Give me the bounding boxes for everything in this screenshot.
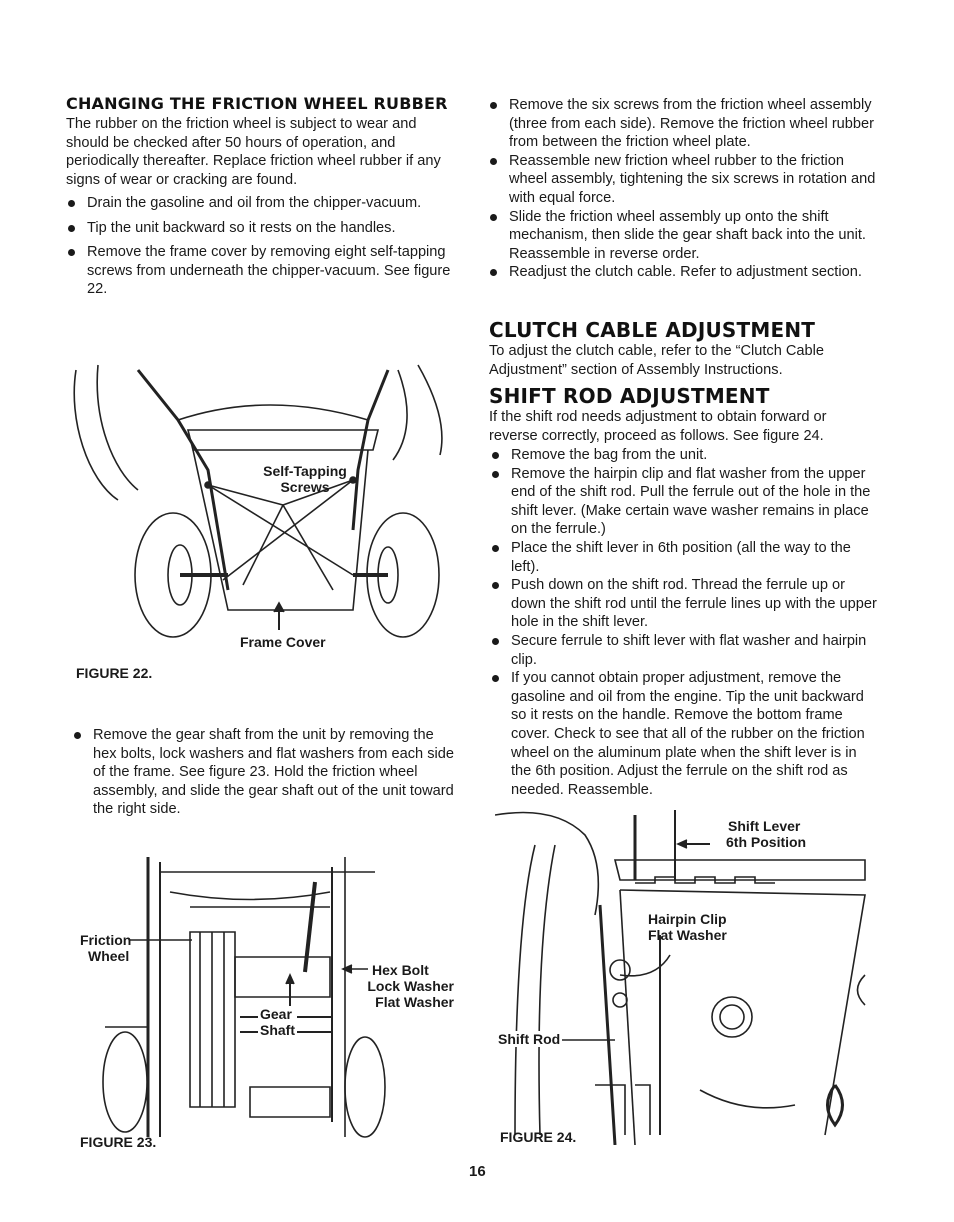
friction-wheel-intro: The rubber on the friction wheel is subject to wear and should be checked after 50 hours of operation, and periodically thereafter. Replace friction wheel rubber if any signs of wear or cracking are found. <box>66 116 441 188</box>
friction-label: Friction <box>80 932 132 948</box>
wheel-label: Wheel <box>88 948 130 964</box>
gear-label: Gear <box>260 1006 292 1022</box>
list-item: Place the shift lever in 6th position (all the way to the left). <box>490 539 880 576</box>
list-item: Tip the unit backward so it rests on the handles. <box>66 219 456 238</box>
figure-24-drawing <box>495 805 875 1145</box>
list-item: Remove the hairpin clip and flat washer from the upper end of the shift rod. Pull the ferrule out of the hole in the shift lever. (Make certain wave washer remains in place on the ferrule.) <box>490 465 880 539</box>
figure-23-drawing <box>100 852 400 1142</box>
page-number: 16 <box>469 1163 486 1180</box>
self-tapping-label: Self-Tapping <box>263 463 347 479</box>
figure-22-drawing <box>68 360 458 650</box>
list-item: Remove the bag from the unit. <box>490 446 880 465</box>
list-item: Push down on the shift rod. Thread the ferrule up or down the shift rod until the ferrule lines up with the upper hole in the shift lever. <box>490 576 880 632</box>
list-item: Reassemble new friction wheel rubber to the friction wheel assembly, tightening the six screws in rotation and with equal force. <box>488 152 878 208</box>
list-item: Remove the six screws from the friction wheel assembly (three from each side). Remove the friction wheel rubber from between the friction wheel plate. <box>488 96 878 152</box>
list-item: Remove the gear shaft from the unit by removing the hex bolts, lock washers and flat washers from each side of the frame. See figure 23. Hold the friction wheel assembly, and slide the gear shaft out of the unit toward the right side. <box>72 726 460 819</box>
clutch-cable-text: To adjust the clutch cable, refer to the “Clutch Cable Adjustment” section of Assembly Instructions. <box>489 343 825 378</box>
friction-wheel-label <box>80 932 131 964</box>
flat-washer-text: Flat Washer <box>648 927 727 943</box>
list-item: Slide the friction wheel assembly up onto the shift mechanism, then slide the gear shaft back into the unit. Reassemble in reverse order. <box>488 208 878 264</box>
flat-washer-label: Flat Washer <box>375 994 454 1010</box>
shift-rod-label: Shift Rod <box>498 1031 561 1047</box>
shift-rod-steps <box>490 446 880 799</box>
lock-washer-label: Lock Washer <box>367 978 454 994</box>
hairpin-text: Hairpin Clip <box>648 911 727 927</box>
hex-bolt-label: Hex Bolt <box>372 962 429 978</box>
list-item: Drain the gasoline and oil from the chipper-vacuum. <box>66 194 456 213</box>
friction-wheel-steps <box>66 194 456 299</box>
shift-rod-intro: If the shift rod needs adjustment to obtain forward or reverse correctly, proceed as follows. See figure 24. <box>489 409 827 444</box>
list-item: Remove the frame cover by removing eight self-tapping screws from underneath the chipper-vacuum. See figure 22. <box>66 243 456 299</box>
list-item: Secure ferrule to shift lever with flat washer and hairpin clip. <box>490 632 880 669</box>
friction-wheel-steps-continued <box>488 96 878 282</box>
figure-23-caption: FIGURE 23. <box>80 1134 157 1150</box>
shaft-label: Shaft <box>260 1022 295 1038</box>
screws-label: Screws <box>280 479 330 495</box>
shift-lever-label <box>728 818 806 850</box>
shift-rod-heading: SHIFT ROD ADJUSTMENT <box>489 384 770 408</box>
hairpin-clip-label <box>648 911 727 943</box>
gear-shaft-steps <box>72 726 460 819</box>
friction-wheel-heading: CHANGING THE FRICTION WHEEL RUBBER <box>66 94 448 113</box>
gear-shaft-label <box>258 1006 297 1038</box>
hex-bolt-washers-label <box>358 962 454 1010</box>
self-tapping-screws-label <box>240 463 370 495</box>
frame-cover-label: Frame Cover <box>240 634 326 650</box>
sixth-position-label: 6th Position <box>726 834 807 850</box>
figure-22-caption: FIGURE 22. <box>76 665 153 681</box>
list-item: Readjust the clutch cable. Refer to adjustment section. <box>488 263 878 282</box>
shift-lever-text: Shift Lever <box>728 818 801 834</box>
figure-24-caption: FIGURE 24. <box>500 1129 577 1145</box>
clutch-cable-heading: CLUTCH CABLE ADJUSTMENT <box>489 318 816 342</box>
list-item: If you cannot obtain proper adjustment, remove the gasoline and oil from the engine. Tip the unit backward so it rests on the handle. Remove the bottom frame cover. Check to see that all of the rubber on the friction wheel on the aluminum plate when the shift lever is in the 6th position. Adjust the ferrule on the shift rod as needed. Reassemble. <box>490 669 880 799</box>
